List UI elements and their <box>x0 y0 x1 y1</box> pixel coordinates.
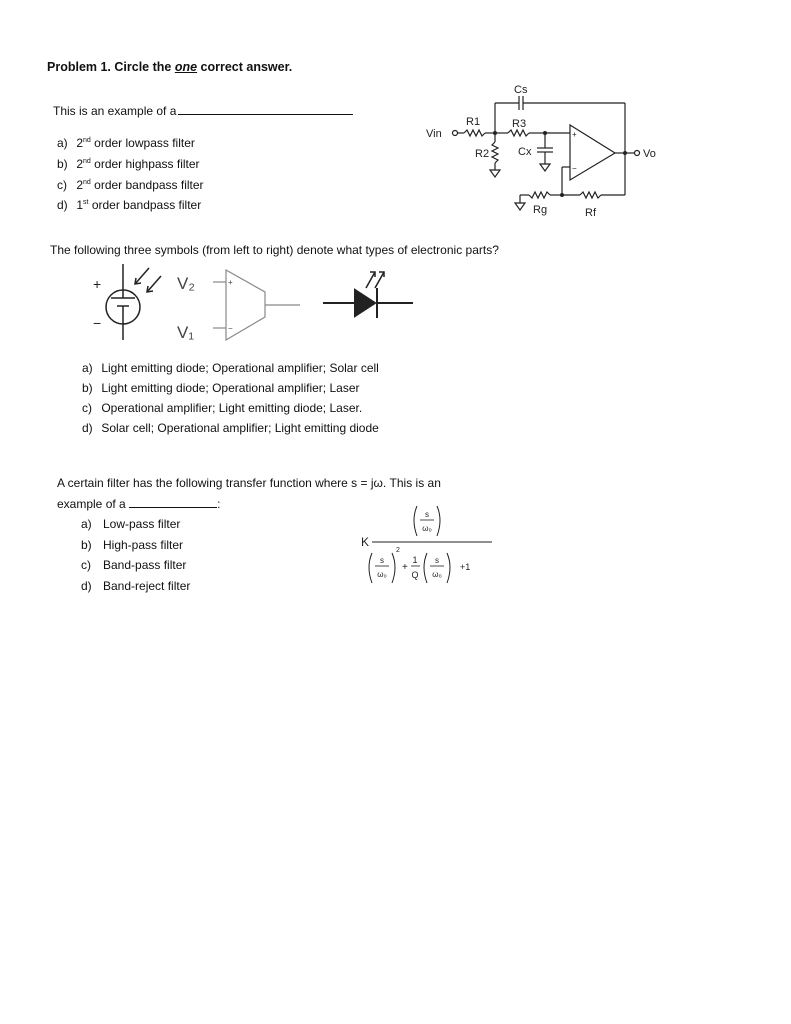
filter-circuit-diagram <box>420 80 670 225</box>
q1-option-c[interactable]: c) 2nd order bandpass filter <box>57 178 204 192</box>
q1-option-d[interactable]: d) 1st order bandpass filter <box>57 198 202 212</box>
q2-option-b[interactable]: b) Light emitting diode; Operational amplifier; Laser <box>82 381 360 395</box>
svg-text:+: + <box>402 562 408 573</box>
svg-text:+: + <box>572 130 577 139</box>
svg-text:s: s <box>380 556 384 565</box>
label-vin: Vin <box>426 128 442 140</box>
svg-text:ω₀: ω₀ <box>432 570 442 579</box>
label-rf: Rf <box>585 207 596 219</box>
svg-text:1: 1 <box>412 555 418 565</box>
q2-option-a[interactable]: a) Light emitting diode; Operational amplifier; Solar cell <box>82 361 379 375</box>
svg-text:−: − <box>228 324 233 333</box>
label-cs: Cs <box>514 84 528 96</box>
q3-option-d[interactable]: d) Band-reject filter <box>81 579 191 593</box>
svg-text:ω₀: ω₀ <box>422 524 432 533</box>
svg-text:s: s <box>425 510 429 519</box>
q2-prompt: The following three symbols (from left to right) denote what types of electronic parts? <box>50 243 499 257</box>
q3-option-c[interactable]: c) Band-pass filter <box>81 558 187 572</box>
component-symbols <box>85 262 425 347</box>
q2-option-d[interactable]: d) Solar cell; Operational amplifier; Light emitting diode <box>82 421 379 435</box>
svg-text:−: − <box>572 164 577 173</box>
label-r2: R2 <box>475 148 490 160</box>
q3-option-b[interactable]: b) High-pass filter <box>81 538 184 552</box>
svg-text:+: + <box>228 278 233 287</box>
label-v2: V₂ <box>177 274 195 293</box>
solar-cell-symbol <box>106 264 161 340</box>
led-symbol <box>323 272 413 318</box>
label-vo: Vo <box>643 148 656 160</box>
q3-option-a[interactable]: a) Low-pass filter <box>81 517 181 531</box>
q3-prompt: A certain filter has the following transfer function where s = jω. This is an <box>57 476 441 490</box>
answer-blank[interactable] <box>129 497 217 508</box>
q1-option-b[interactable]: b) 2nd order highpass filter <box>57 157 200 171</box>
label-r1: R1 <box>466 116 481 128</box>
q1-prompt: This is an example of a <box>53 104 353 118</box>
svg-text:s: s <box>435 556 439 565</box>
q3-prompt-line2: example of a : <box>57 497 221 511</box>
label-cx: Cx <box>518 146 532 158</box>
label-rg: Rg <box>533 204 548 216</box>
svg-text:ω₀: ω₀ <box>377 570 387 579</box>
svg-text:+: + <box>93 276 102 292</box>
opamp-symbol <box>213 270 300 340</box>
svg-text:K: K <box>361 535 370 549</box>
answer-blank[interactable] <box>178 104 353 115</box>
transfer-function-formula <box>358 500 498 595</box>
svg-text:+1: +1 <box>460 562 471 572</box>
problem-title: Problem 1. Circle the one correct answer. <box>47 60 293 74</box>
title-emphasis: one <box>174 60 198 74</box>
svg-text:2: 2 <box>396 547 400 554</box>
label-v1: V₁ <box>177 323 195 342</box>
q2-option-c[interactable]: c) Operational amplifier; Light emitting diode; Laser. <box>82 401 363 415</box>
svg-text:Q: Q <box>411 570 419 580</box>
q1-option-a[interactable]: a) 2nd order lowpass filter <box>57 136 195 150</box>
label-r3: R3 <box>512 118 527 130</box>
svg-text:−: − <box>93 315 102 331</box>
